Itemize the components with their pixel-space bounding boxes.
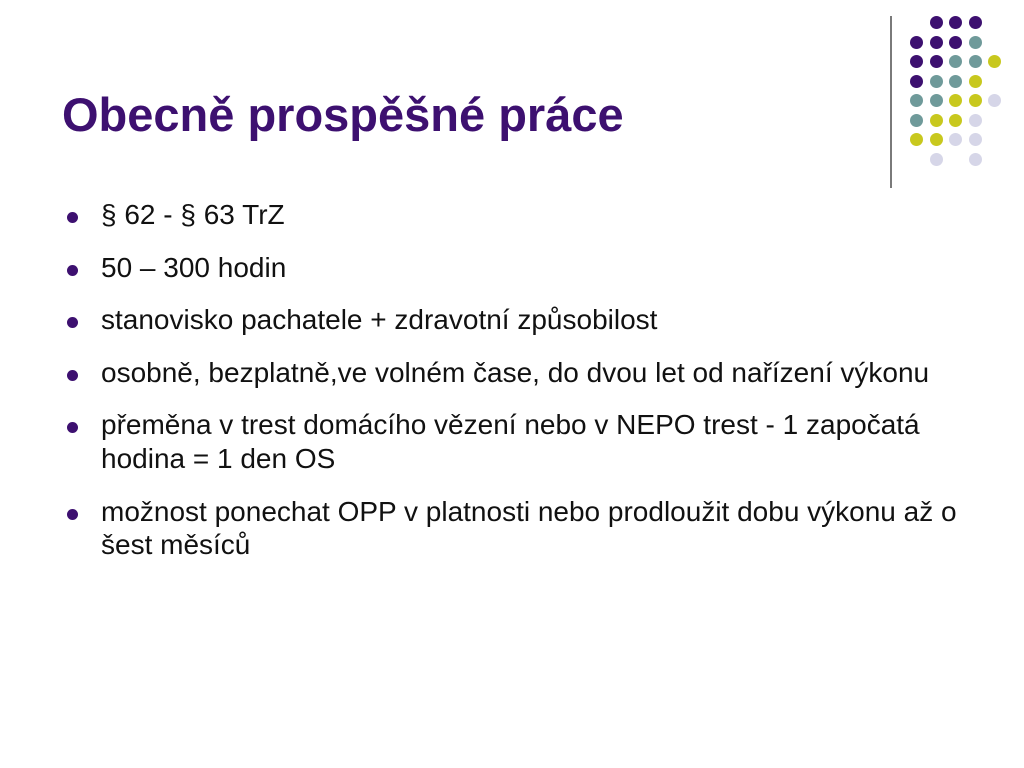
bullet-item [70, 495, 970, 562]
decorative-dot [949, 75, 962, 88]
decorative-dot [969, 16, 982, 29]
decorative-dot [930, 36, 943, 49]
bullet-icon [67, 509, 78, 520]
decorative-dot [969, 133, 982, 146]
decorative-dot [949, 94, 962, 107]
slide-title: Obecně prospěšné práce [62, 88, 624, 141]
decorative-dot [969, 114, 982, 127]
bullet-item [70, 303, 970, 337]
decorative-dot [988, 55, 1001, 68]
bullet-icon [67, 265, 78, 276]
decorative-dot [910, 55, 923, 68]
bullet-text: možnost ponechat OPP v platnosti nebo prodloužit dobu výkonu až o šest měsíců [101, 495, 957, 561]
decorative-dot [930, 75, 943, 88]
decorative-dot [910, 36, 923, 49]
bullet-text: § 62 - § 63 TrZ [101, 199, 285, 230]
decorative-dot [930, 94, 943, 107]
bullet-item [70, 356, 970, 390]
decorative-dot [930, 114, 943, 127]
decorative-dot [910, 114, 923, 127]
bullet-text: přeměna v trest domácího vězení nebo v NEPO trest - 1 započatá hodina = 1 den OS [101, 409, 920, 474]
decorative-dot [949, 36, 962, 49]
decorative-dot [910, 75, 923, 88]
bullet-item [70, 251, 970, 285]
bullet-text: 50 – 300 hodin [101, 251, 287, 283]
decorative-dot [910, 94, 923, 107]
decorative-dot [930, 55, 943, 68]
bullet-icon [67, 370, 78, 381]
decorative-dot [930, 16, 943, 29]
bullet-item [70, 408, 970, 475]
decorative-dot [969, 55, 982, 68]
decorative-dot [910, 133, 923, 146]
decorative-dot [930, 153, 943, 166]
bullet-text: osobně, bezplatně,ve volném čase, do dvou let od nařízení výkonu [101, 356, 930, 388]
decorative-dot [969, 153, 982, 166]
decorative-dot [988, 94, 1001, 107]
decorative-dot [949, 55, 962, 68]
bullet-icon [67, 422, 78, 433]
bullet-item [70, 198, 970, 232]
vertical-divider [890, 16, 892, 188]
bullet-icon [67, 317, 78, 328]
decorative-dot [969, 94, 982, 107]
bullet-list [70, 198, 970, 581]
decorative-dot [969, 36, 982, 49]
bullet-text: stanovisko pachatele + zdravotní způsobilost [101, 304, 658, 336]
decorative-dot [949, 114, 962, 127]
decorative-dot [930, 133, 943, 146]
decorative-dot [949, 133, 962, 146]
decorative-dot [969, 75, 982, 88]
decorative-dot [949, 16, 962, 29]
bullet-icon [67, 212, 78, 223]
